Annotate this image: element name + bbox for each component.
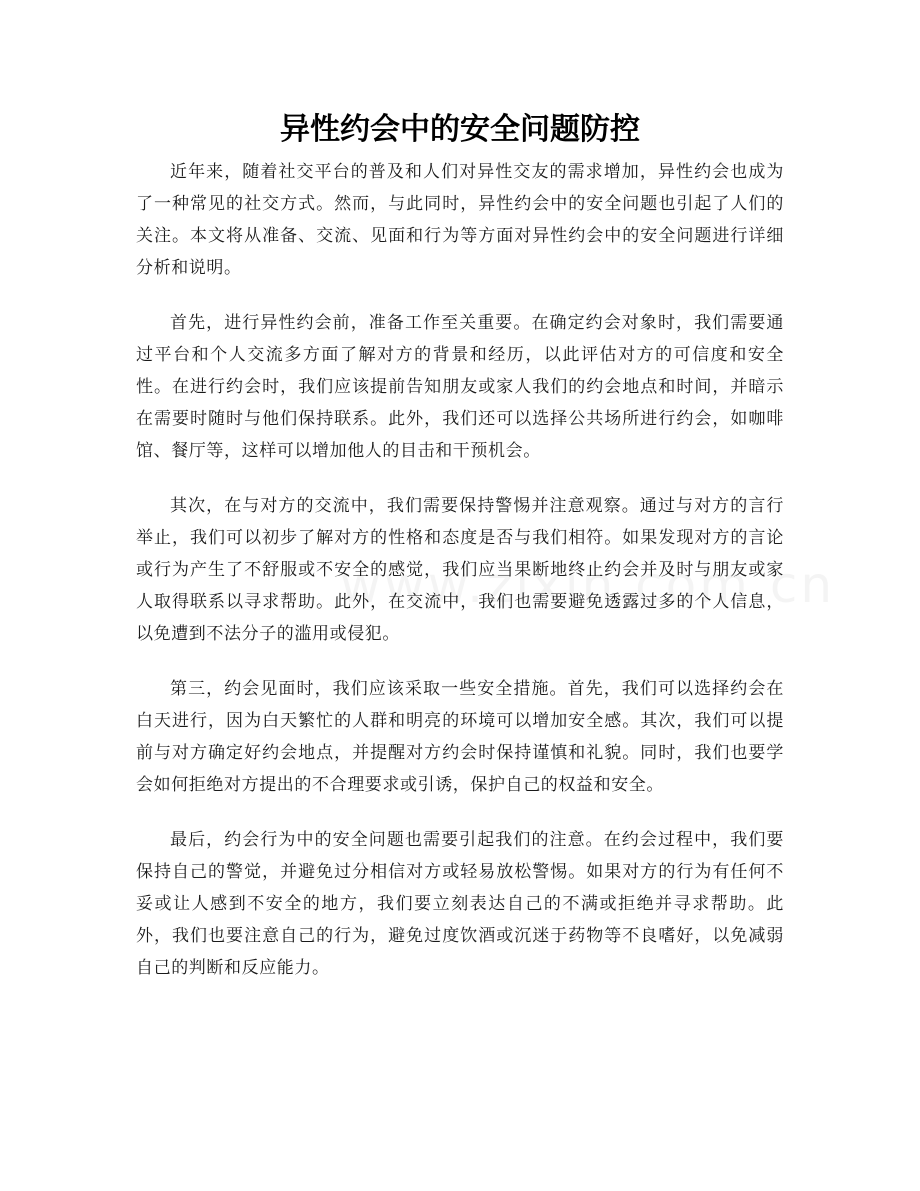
paragraph-preparation: 首先，进行异性约会前，准备工作至关重要。在确定约会对象时，我们需要通过平台和个人交流多方面了解对方的背景和经历，以此评估对方的可信度和安全性。在进行约会时，我们应该提前告知朋友或家人我们的约会地点和时间，并暗示在需要时随时与他们保持联系。此外，我们还可以选择公共场所进行约会，如咖啡馆、餐厅等，这样可以增加他人的目击和干预机会。 — [136, 313, 784, 461]
document-body — [136, 156, 784, 1007]
paragraph-behavior: 最后，约会行为中的安全问题也需要引起我们的注意。在约会过程中，我们要保持自己的警觉，并避免过分相信对方或轻易放松警惕。如果对方的行为有任何不妥或让人感到不安全的地方，我们要立刻表达自己的不满或拒绝并寻求帮助。此外，我们也要注意自己的行为，避免过度饮酒或沉迷于药物等不良嗜好，以免减弱自己的判断和反应能力。 — [136, 830, 784, 978]
paragraph-intro: 近年来，随着社交平台的普及和人们对异性交友的需求增加，异性约会也成为了一种常见的社交方式。然而，与此同时，异性约会中的安全问题也引起了人们的关注。本文将从准备、交流、见面和行为等方面对异性约会中的安全问题进行详细分析和说明。 — [136, 162, 784, 278]
paragraph-meeting: 第三，约会见面时，我们应该采取一些安全措施。首先，我们可以选择约会在白天进行，因为白天繁忙的人群和明亮的环境可以增加安全感。其次，我们可以提前与对方确定好约会地点，并提醒对方约会时保持谨慎和礼貌。同时，我们也要学会如何拒绝对方提出的不合理要求或引诱，保护自己的权益和安全。 — [136, 679, 784, 795]
document-title: 异性约会中的安全问题防控 — [280, 112, 640, 147]
paragraph-communication: 其次，在与对方的交流中，我们需要保持警惕并注意观察。通过与对方的言行举止，我们可以初步了解对方的性格和态度是否与我们相符。如果发现对方的言论或行为产生了不舒服或不安全的感觉，我们应当果断地终止约会并及时与朋友或家人取得联系以寻求帮助。此外，在交流中，我们也需要避免透露过多的个人信息，以免遭到不法分子的滥用或侵犯。 — [136, 496, 784, 644]
